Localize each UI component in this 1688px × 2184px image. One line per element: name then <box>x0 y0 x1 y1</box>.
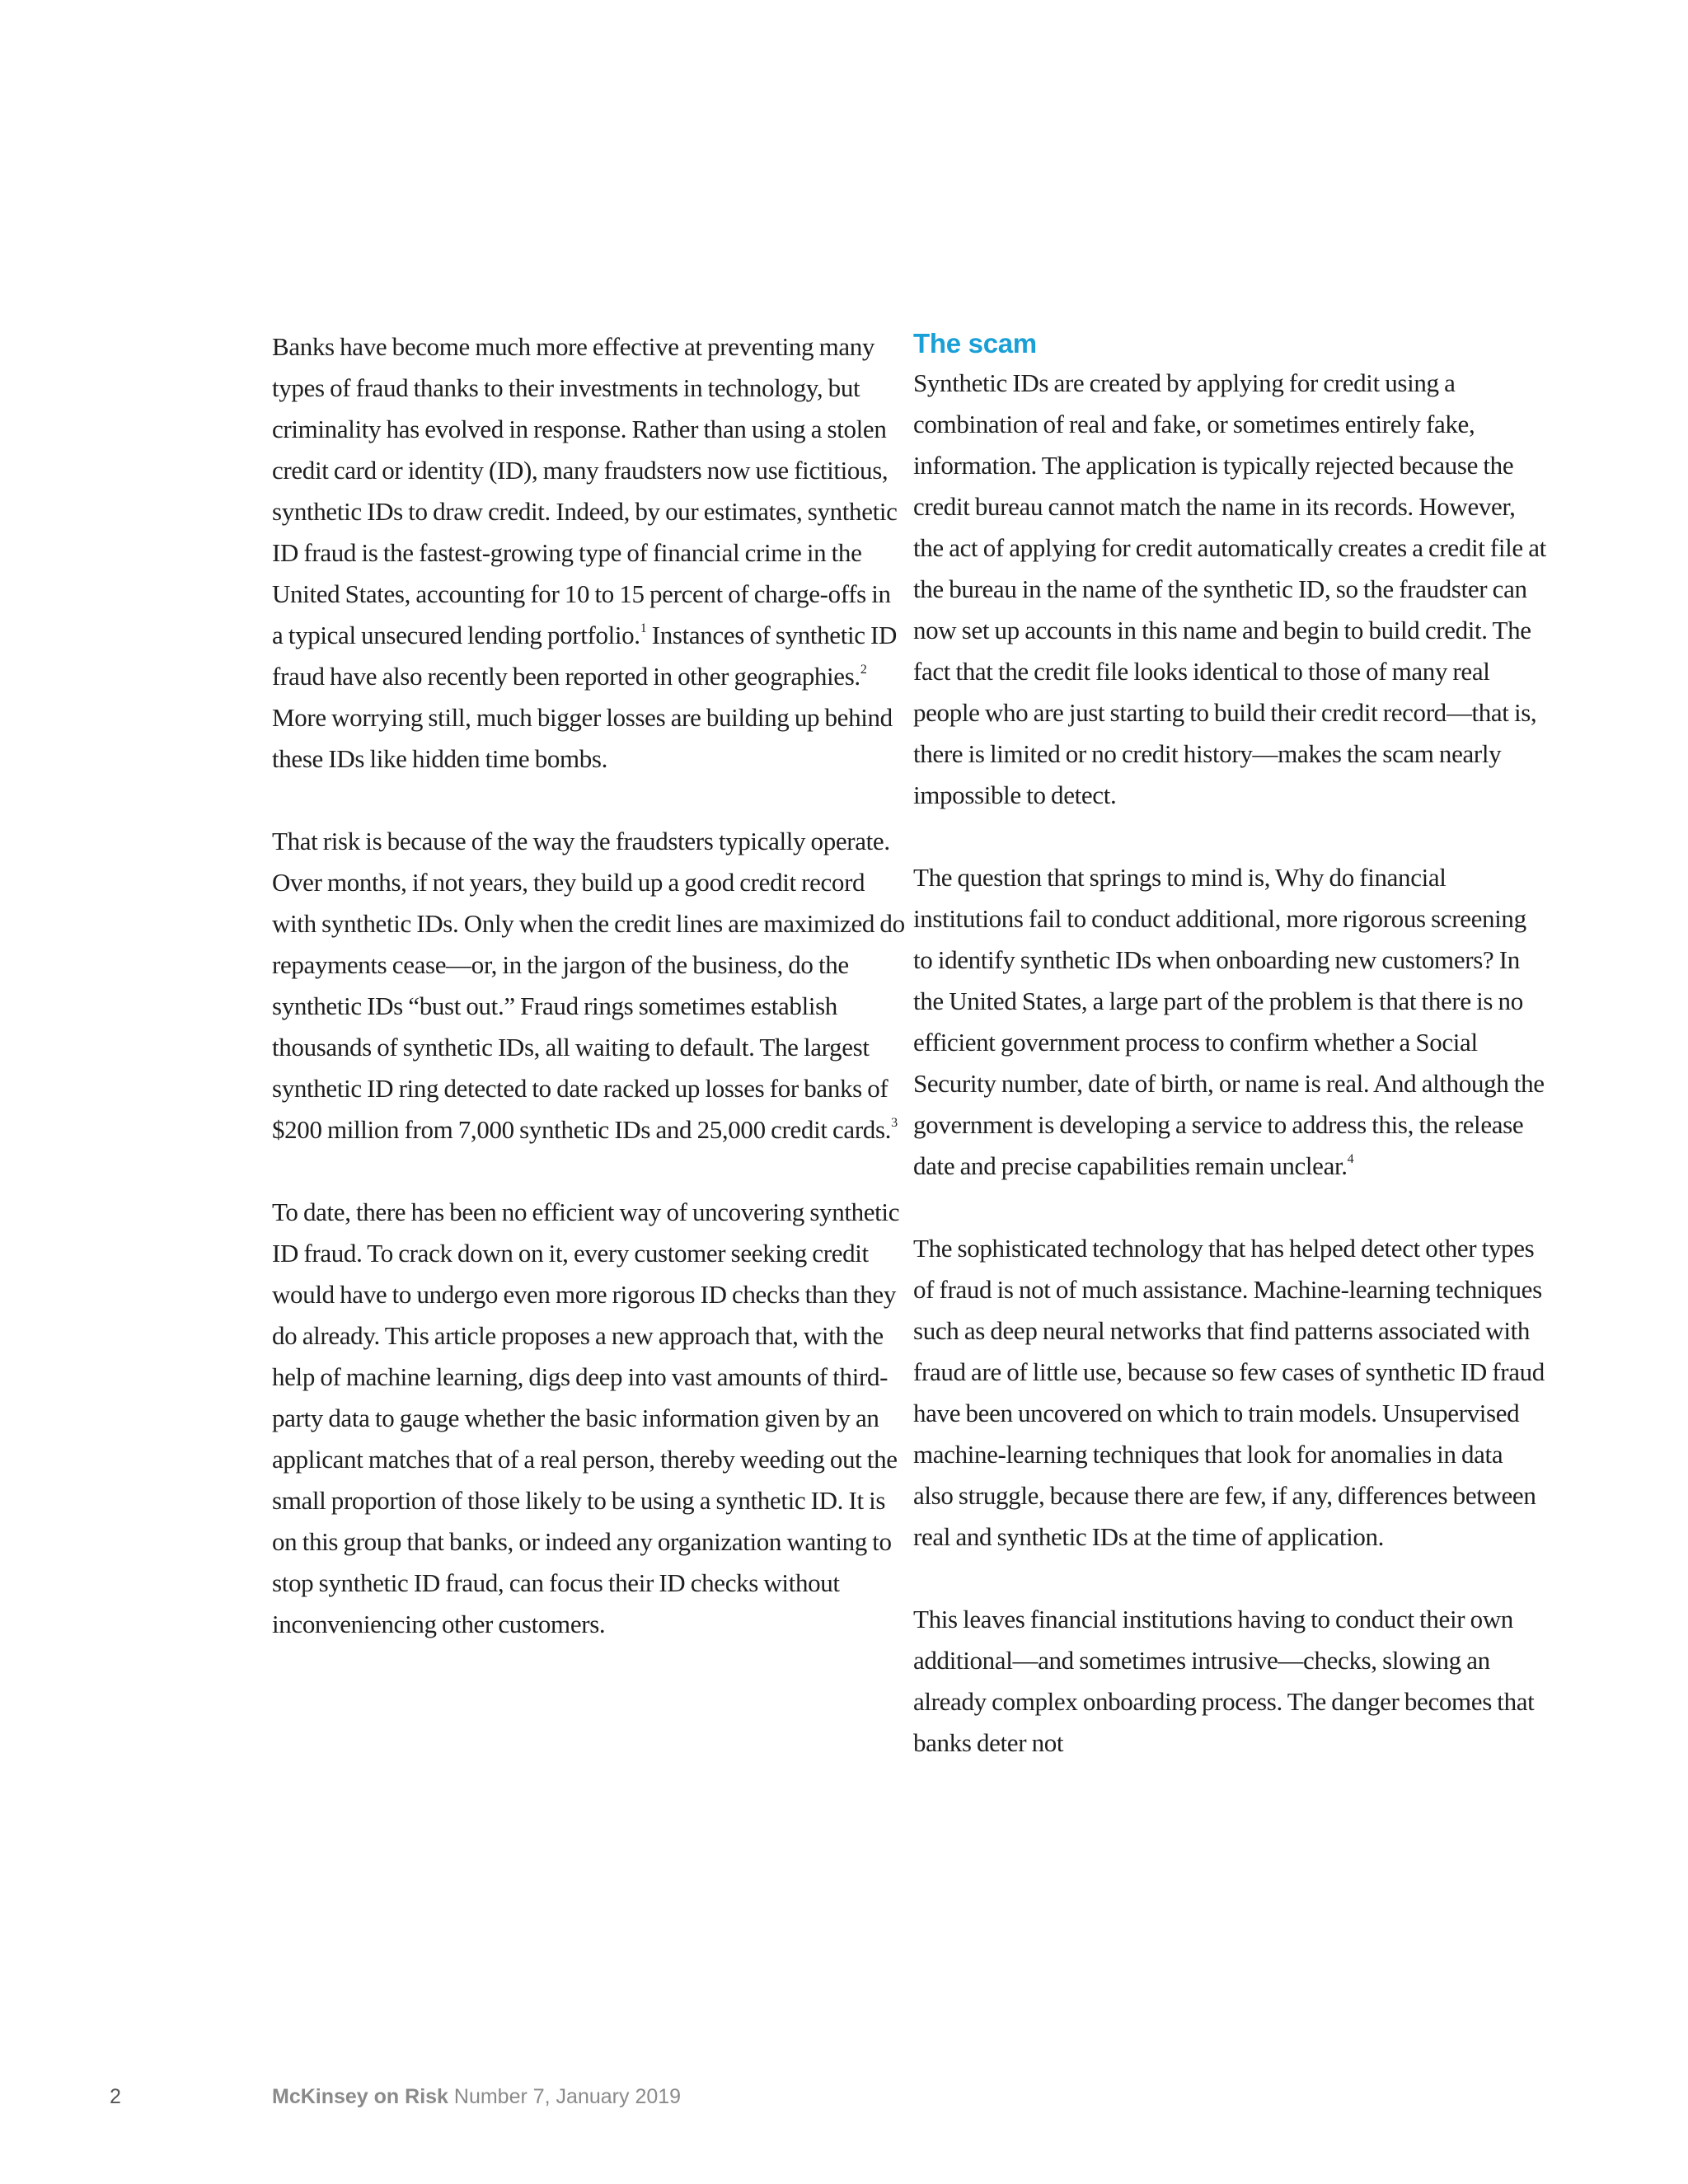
paragraph-scam: Synthetic IDs are created by applying for credit using a combination of real and fake, or sometimes entirely fake, information. The application is typically rejected because the credit bureau cannot match the name in its records. However, the act of applying for credit automatically creates a credit file at the bureau in the name of the synthetic ID, so the fraudster can now set up accounts in this name and begin to build credit. The fact that the credit file looks identical to those of many real people who are just starting to build their credit record—that is, there is limited or no credit history—makes the scam nearly impossible to detect. <box>913 368 1546 809</box>
right-column <box>913 326 1548 1805</box>
footnote-ref-4[interactable]: 4 <box>1347 1152 1354 1166</box>
footnote-ref-1[interactable]: 1 <box>640 621 647 635</box>
page-number: 2 <box>110 2085 121 2108</box>
paragraph-technology: The sophisticated technology that has helped detect other types of fraud is not of much assistance. Machine-learning techniques such as deep neural networks that find patterns associated with fraud are of little use, because so few cases of synthetic ID fraud have been uncovered on which to train models. Unsupervised machine-learning techniques that look for anomalies in data also struggle, because there are few, if any, differences between real and synthetic IDs at the time of application. <box>913 1234 1545 1551</box>
page-footer <box>0 2085 1688 2118</box>
section-heading-the-scam: The scam <box>913 328 1037 359</box>
footnote-ref-2[interactable]: 2 <box>860 663 867 677</box>
publication-brand: McKinsey on Risk <box>272 2085 448 2108</box>
footnote-ref-3[interactable]: 3 <box>891 1116 898 1130</box>
paragraph-approach: To date, there has been no efficient way of uncovering synthetic ID fraud. To crack down on it, every customer seeking credit would have to undergo even more rigorous ID checks than they do already. This article proposes a new approach that, with the help of machine learning, digs deep into vast amounts of third-party data to gauge whether the basic information given by an applicant matches that of a real person, thereby weeding out the small proportion of those likely to be using a synthetic ID. It is on this group that banks, or indeed any organization wanting to stop synthetic ID fraud, can focus their ID checks without inconveniencing other customers. <box>272 1197 900 1638</box>
left-column <box>272 326 907 1686</box>
paragraph-risk: That risk is because of the way the fraudsters typically operate. Over months, if not years, they build up a good credit record with synthetic IDs. Only when the credit lines are maximized do repayments cease—or, in the jargon of the business, do the synthetic IDs “bust out.” Fraud rings sometimes establish thousands of synthetic IDs, all waiting to default. The largest synthetic ID ring detected to date racked up losses for banks of $200 million from 7,000 synthetic IDs and 25,000 credit cards.$^3$ <box>272 827 905 1144</box>
publication-title <box>272 2085 681 2109</box>
paragraph-intro: Banks have become much more effective at preventing many types of fraud thanks to their investments in technology, but criminality has evolved in response. Rather than using a stolen credit card or identity (ID), many fraudsters now use fictitious, synthetic IDs to draw credit. Indeed, by our estimates, synthetic ID fraud is the fastest-growing type of financial crime in the United States, accounting for 10 to 15 percent of charge-offs in a typical unsecured lending portfolio.$^1$ Instances of synthetic ID fraud have also recently been reported in other geographies.$^2$ More worrying still, much bigger losses are building up behind these IDs like hidden time bombs. <box>272 332 898 773</box>
paragraph-question: The question that springs to mind is, Why do financial institutions fail to conduct additional, more rigorous screening to identify synthetic IDs when onboarding new customers? In the United States, a large part of the problem is that there is no efficient government process to confirm whether a Social Security number, date of birth, or name is real. And although the government is developing a service to address this, the release date and precise capabilities remain unclear.$^4$ <box>913 863 1545 1180</box>
paragraph-checks: This leaves financial institutions having to conduct their own additional—and sometimes intrusive—checks, slowing an already complex onboarding process. The danger becomes that banks deter not <box>913 1605 1535 1757</box>
publication-issue: Number 7, January 2019 <box>448 2085 682 2108</box>
